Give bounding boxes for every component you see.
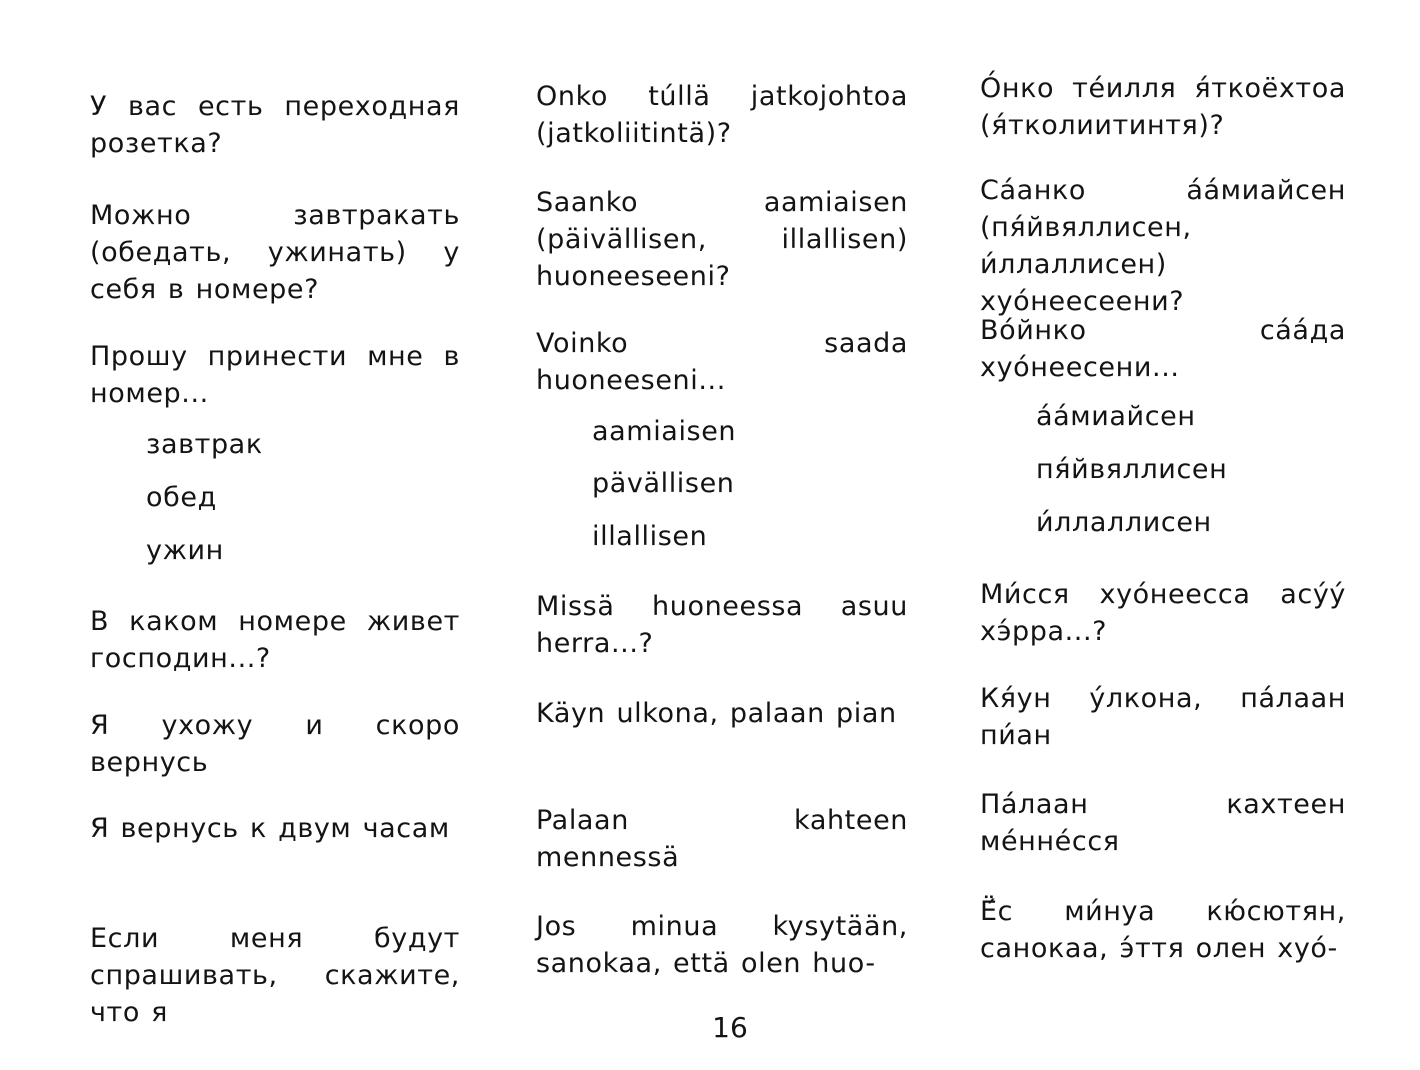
russian-phrase: Если меня будут спрашивать, скажите, что я — [90, 923, 460, 1028]
page-number: 16 — [712, 1011, 748, 1044]
finnish-phrase: Voinko saada huoneeseni... — [536, 328, 908, 396]
russian-subitem: ужин — [146, 535, 224, 566]
finnish-phrase: Onko túllä jatkojohtoa (jatkoliitintä)? — [536, 81, 908, 149]
russian-phrase: Можно завтракать (обедать, ужинать) у себя в номере? — [90, 200, 460, 305]
finnish-phrase: Saanko aamiaisen (päivällisen, illallisen) huoneeseeni? — [536, 187, 908, 292]
transcription-phrase: Во́йнко са́а́да хуо́неесени... — [980, 315, 1346, 383]
russian-phrase: Прошу принести мне в номер... — [90, 341, 460, 409]
transcription-phrase: Са́анко а́а́миайсен (пя́йвяллисен, и́ллаллисен) хуо́неесеени? — [980, 175, 1346, 317]
russian-phrase: Я вернусь к двум часам — [90, 813, 450, 844]
finnish-phrase: Missä huoneessa asuu herra...? — [536, 591, 908, 659]
transcription-subitem: и́ллаллисен — [1036, 507, 1212, 538]
finnish-subitem: illallisen — [592, 521, 708, 552]
russian-phrase: Я ухожу и скоро вернусь — [90, 710, 460, 778]
transcription-subitem: пя́йвяллисен — [1036, 454, 1228, 485]
transcription-phrase: Кя́ун у́лкона, па́лаан пи́ан — [980, 683, 1346, 751]
russian-phrase: У вас есть переходная розетка? — [90, 91, 460, 159]
transcription-phrase: Ё́с ми́нуа кю́сютян, санокаа, э́ття олен хуо́- — [980, 896, 1346, 964]
transcription-phrase: Ми́сся хуо́неесса асу́у́ хэ́рра...? — [980, 579, 1346, 647]
russian-phrase: В каком номере живет господин...? — [90, 606, 460, 674]
finnish-phrase: Palaan kahteen mennessä — [536, 805, 908, 873]
russian-subitem: завтрак — [146, 429, 263, 460]
finnish-phrase: Käyn ulkona, palaan pian — [536, 698, 897, 729]
transcription-phrase: О́нко те́илля я́ткоёхтоа (я́тколиитинтя)? — [980, 73, 1346, 141]
transcription-subitem: а́а́миайсен — [1036, 401, 1196, 432]
finnish-subitem: aamiaisen — [592, 416, 737, 447]
finnish-phrase: Jos minua kysytään, sanokaa, että olen huo- — [536, 911, 908, 979]
russian-subitem: обед — [146, 482, 217, 513]
transcription-phrase: Па́лаан кахтеен ме́нне́сся — [980, 789, 1346, 857]
finnish-subitem: pävällisen — [592, 468, 735, 499]
